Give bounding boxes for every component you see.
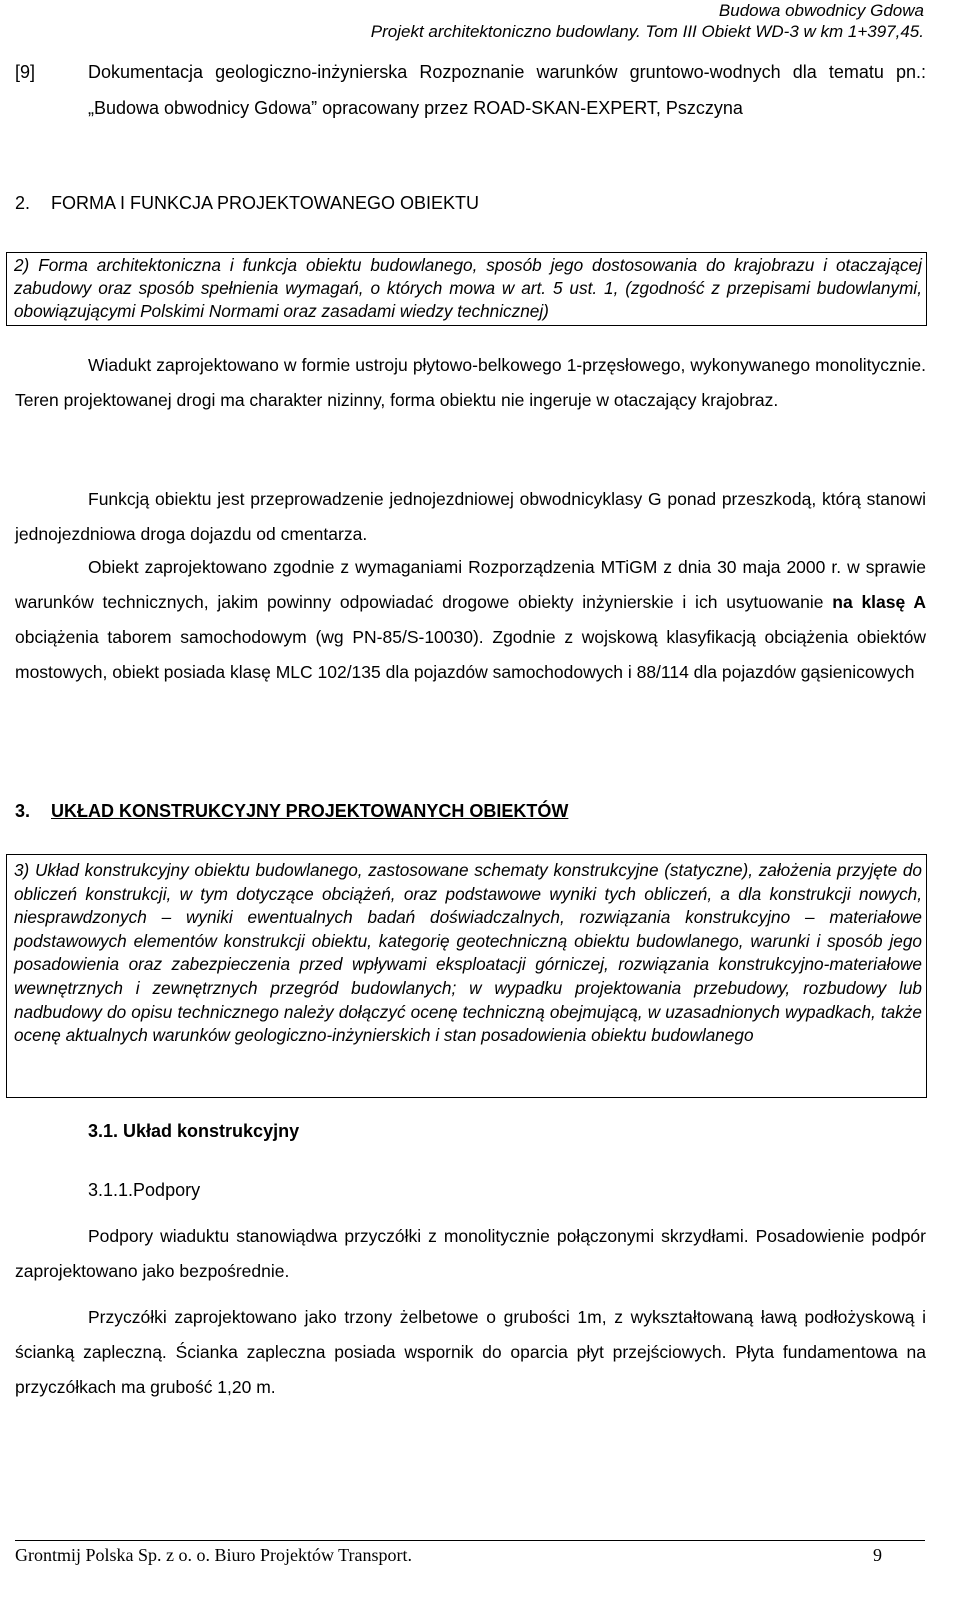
footer-company: Grontmij Polska Sp. z o. o. Biuro Projektów Transport. [15, 1545, 413, 1565]
subsection-heading: 3.1. Układ konstrukcyjny [88, 1121, 300, 1141]
section-3-title: UKŁAD KONSTRUKCYJNY PROJEKTOWANYCH OBIEKTÓW [51, 801, 569, 821]
header-subtitle: Projekt architektoniczno budowlany. Tom III Obiekt WD-3 w km 1+397,45. [370, 22, 924, 41]
section-2-paragraph-2 [15, 482, 926, 552]
footer-divider [15, 1540, 925, 1541]
paragraph-text: Podpory wiaduktu stanowiądwa przyczółki z monolitycznie połączonymi skrzydłami. Posadowienie podpór zaprojektowano jako bezpośrednie. [15, 1226, 926, 1281]
subsubsection-heading: 3.1.1.Podpory [88, 1180, 201, 1200]
paragraph-text: Wiadukt zaprojektowano w formie ustroju płytowo-belkowego 1-przęsłowego, wykonywanego monolitycznie. Teren projektowanej drogi ma charakter nizinny, forma obiektu nie ingeruje w otaczający krajobraz. [15, 355, 926, 410]
load-class-emphasis: na klasę A [832, 592, 926, 612]
section-2-number: 2. [15, 193, 31, 213]
section-2-paragraph-3 [15, 550, 926, 690]
section-3-paragraph-2 [15, 1300, 926, 1405]
section-2-requirement-box: 2) Forma architektoniczna i funkcja obiektu budowlanego, sposób jego dostosowania do krajobrazu i otaczającej zabudowy oraz sposób spełnienia wymagań, o których mowa w art. 5 ust. 1, (zgodność z przepisami budowlanymi, obowiązującymi Polskimi Normami oraz zasadami wiedzy technicznej) [6, 252, 927, 326]
reference-item [15, 54, 926, 126]
section-3-paragraph-1 [15, 1219, 926, 1289]
section-2-paragraph-1 [15, 348, 926, 418]
header-title: Budowa obwodnicy Gdowa [718, 1, 924, 20]
page-number: 9 [873, 1545, 882, 1565]
reference-text: Dokumentacja geologiczno-inżynierska Rozpoznanie warunków gruntowo-wodnych dla tematu pn.: „Budowa obwodnicy Gdowa” opracowany przez ROAD-SKAN-EXPERT, Pszczyna [88, 62, 926, 118]
paragraph-text: obciążenia taborem samochodowym (wg PN-85/S-10030). Zgodnie z wojskową klasyfikacją obciążenia obiektów mostowych, obiekt posiada klasę MLC 102/135 dla pojazdów samochodowych i 88/114 dla pojazdów gąsienicowych [15, 627, 926, 682]
reference-number: [9] [15, 62, 36, 82]
page-header [371, 0, 924, 42]
paragraph-text: Funkcją obiektu jest przeprowadzenie jednojezdniowej obwodnicyklasy G ponad przeszkodą, którą stanowi jednojezdniowa droga dojazdu od cmentarza. [15, 489, 926, 544]
paragraph-text: Obiekt zaprojektowano zgodnie z wymaganiami Rozporządzenia MTiGM z dnia 30 maja 2000 r. w sprawie warunków technicznych, jakim powinny odpowiadać drogowe obiekty inżynierskie i ich usytuowanie [15, 557, 926, 612]
section-2-heading [15, 193, 479, 214]
section-2-title: FORMA I FUNKCJA PROJEKTOWANEGO OBIEKTU [51, 193, 480, 213]
section-3-requirement-box: 3) Układ konstrukcyjny obiektu budowlanego, zastosowane schematy konstrukcyjne (statyczne), założenia przyjęte do obliczeń konstrukcji, w tym dotyczące obciążeń, oraz podstawowe wyniki tych obliczeń, a dla konstrukcji nowych, niesprawdzonych – wyniki ewentualnych badań doświadczalnych, rozwiązania konstrukcyjno – materiałowe podstawowych elementów konstrukcji obiektu, kategorię geotechniczną obiektu budowlanego, warunki i sposób jego posadowienia oraz zabezpieczenia przed wpływami eksploatacji górniczej, rozwiązania konstrukcyjno-materiałowe wewnętrznych i zewnętrznych przegród budowlanych; w wypadku projektowania przebudowy, rozbudowy lub nadbudowy do opisu technicznego należy dołączyć ocenę techniczną obejmującą, w uzasadnionych wypadkach, także ocenę aktualnych warunków geologiczno-inżynierskich i stan posadowienia obiektu budowlanego [6, 854, 927, 1098]
section-3-number: 3. [15, 801, 31, 821]
paragraph-text: Przyczółki zaprojektowano jako trzony żelbetowe o grubości 1m, z wykształtowaną ławą podłożyskową i ścianką zapleczną. Ścianka zapleczna posiada wspornik do oparcia płyt przejściowych. Płyta fundamentowa na przyczółkach ma grubość 1,20 m. [15, 1307, 926, 1397]
section-3-heading [15, 801, 568, 822]
